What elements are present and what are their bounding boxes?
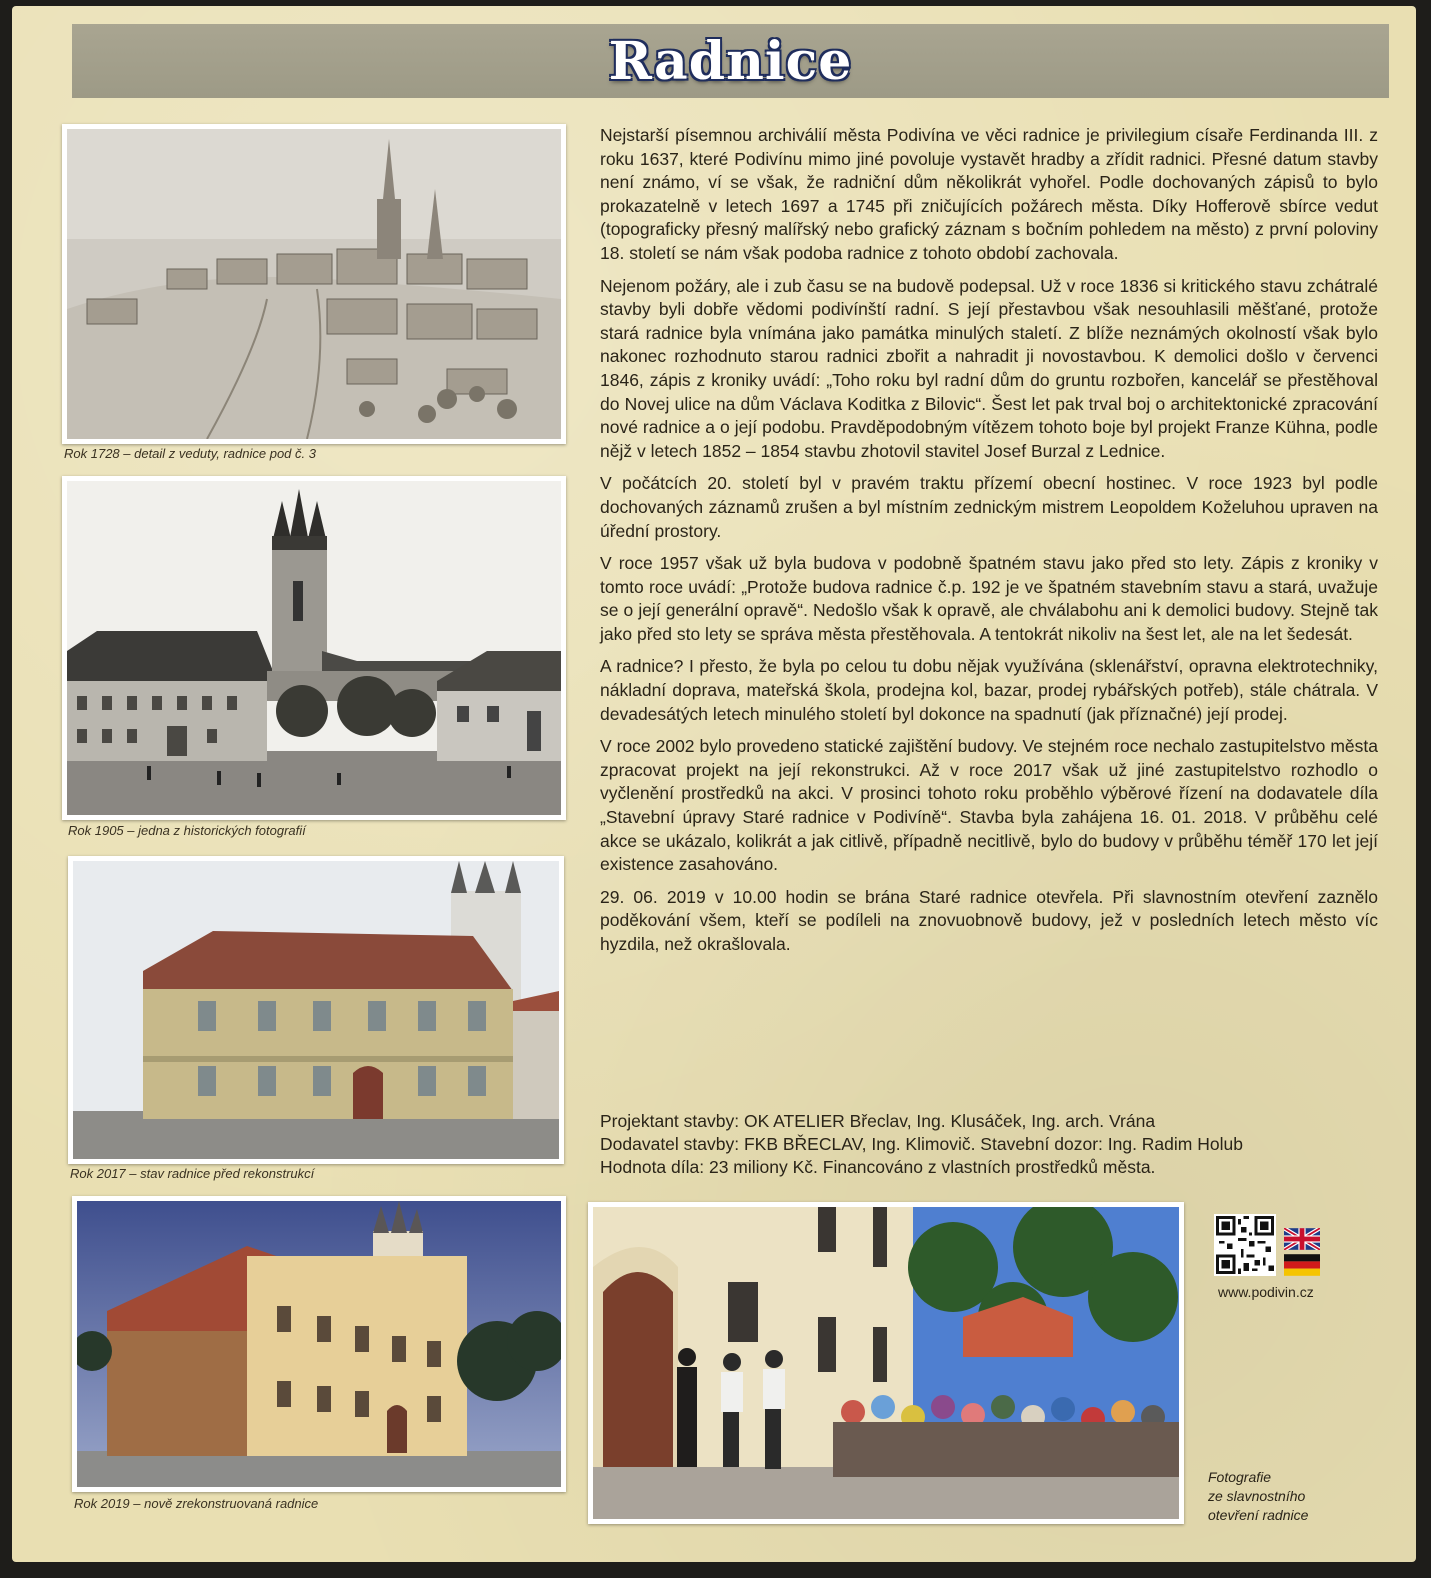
article-text bbox=[600, 124, 1378, 966]
caption-2017: Rok 2017 – stav radnice před rekonstrukcí bbox=[70, 1166, 315, 1181]
paragraph: Nejenom požáry, ale i zub času se na budově podepsal. Už v roce 1836 si kritického stavu zchátralé stavby byli dobře vědomi podivínští radní. S její přestavbou však nesouhlasili měšťané, protože stará radnice byla vnímána jako památka minulých staletí. Z blíže neznámých okolností však bylo nakonec rozhodnuto starou radnici zbořit a nahradit ji novostavbou. K demolici došlo v červenci 1846, zápis z kroniky uvádí: „Toho roku byl radní dům do gruntu rozbořen, kancelář se přestěhoval do Novej ulice na dům Václava Koditka z Bilovic“. Šest let pak trval boj o architektonické zpracování nové radnice a o její podobu. Pravděpodobným vítězem tohoto boje byl projekt Franze Kühna, podle nějž v letech 1852 – 1854 stavbu zhotovil stavitel Josef Burzal z Lednice. bbox=[600, 275, 1378, 461]
photo-1728-engraving bbox=[62, 124, 566, 444]
photo-1905-historical bbox=[62, 476, 566, 820]
photo-opening-ceremony bbox=[588, 1202, 1184, 1524]
title-band bbox=[72, 24, 1389, 98]
credit-line: Projektant stavby: OK ATELIER Břeclav, Ing. Klusáček, Ing. arch. Vrána bbox=[600, 1111, 1156, 1131]
photo-note-line: ze slavnostního bbox=[1208, 1488, 1306, 1504]
photo-note bbox=[1208, 1468, 1308, 1525]
credit-line: Dodavatel stavby: FKB BŘECLAV, Ing. Klimovič. Stavební dozor: Ing. Radim Holub bbox=[600, 1134, 1243, 1154]
paragraph: V počátcích 20. století byl v pravém traktu přízemí obecní hostinec. V roce 1923 byl podle dochovaných záznamů zrušen a byl místním zednickým mistrem Leopoldem Koželuhou upraven na úřední prostory. bbox=[600, 473, 1378, 541]
german-flag-icon[interactable] bbox=[1284, 1254, 1320, 1276]
credit-line: Hodnota díla: 23 miliony Kč. Financováno z vlastních prostředků města. bbox=[600, 1157, 1156, 1177]
qr-code[interactable] bbox=[1214, 1214, 1276, 1276]
page-title: Radnice bbox=[608, 30, 853, 92]
photo-2019-reconstructed bbox=[72, 1196, 566, 1492]
caption-2019: Rok 2019 – nově zrekonstruovaná radnice bbox=[74, 1496, 319, 1511]
uk-flag-icon[interactable] bbox=[1284, 1228, 1320, 1250]
project-credits bbox=[600, 1110, 1378, 1179]
photo-note-line: otevření radnice bbox=[1208, 1507, 1309, 1523]
photo-2017-before bbox=[68, 856, 564, 1164]
caption-1728: Rok 1728 – detail z veduty, radnice pod č. 3 bbox=[64, 446, 316, 461]
info-board bbox=[12, 6, 1416, 1562]
photo-note-line: Fotografie bbox=[1208, 1469, 1272, 1485]
paragraph: Nejstarší písemnou archiválií města Podivína ve věci radnice je privilegium císaře Ferdinanda III. z roku 1637, které Podivínu mimo jiné povoluje vystavět hradby a zřídit radnici. Přesné datum stavby není známo, ví se však, že radniční dům několikrát vyhořel. Podle dochovaných zápisů to bylo prokazatelně v letech 1697 a 1745 při zničujících požárech města. Díky Hofferově sbírce vedut (topograficky přesný malířský nebo grafický záznam s bočním pohledem na město) z první poloviny 18. století se nám však podoba radnice z tohoto období zachovala. bbox=[600, 125, 1378, 263]
website-link[interactable]: www.podivin.cz bbox=[1218, 1284, 1314, 1300]
paragraph: 29. 06. 2019 v 10.00 hodin se brána Staré radnice otevřela. Při slavnostním otevření zaznělo poděkování všem, kteří se podíleli na znovuobnově budovy, jež v posledních letech město víc hyzdila, než okrašlovala. bbox=[600, 886, 1378, 954]
paragraph: V roce 2002 bylo provedeno statické zajištění budovy. Ve stejném roce nechalo zastupitelstvo města zpracovat projekt na její rekonstrukci. Až v roce 2017 však už jiné zastupitelstvo rozhodlo o vyčlenění prostředků na akci. V prosinci tohoto roku proběhlo výběrové řízení na dodavatele díla „Stavební úpravy Staré radnice v Podivíně“. Stavba byla zahájena 16. 01. 2018. V průběhu celé akce se ukázalo, kolikrát a jak citlivě, případně necitlivě, bylo do budovy v průběhu téměř 170 let její existence zasahováno. bbox=[600, 736, 1378, 875]
paragraph: V roce 1957 však už byla budova v podobně špatném stavu jako před sto lety. Zápis z kroniky v tomto roce uvádí: „Protože budova radnice č.p. 192 je ve špatném stavebním stavu a stará, uvažuje se o její generální opravě“. Nedošlo však k opravě, ale chválabohu ani k demolici budovy. Stejně tak jako před sto lety se správa města přestěhovala. A tentokrát nikoliv na šest let, ale na let šedesát. bbox=[600, 553, 1378, 644]
paragraph: A radnice? I přesto, že byla po celou tu dobu nějak využívána (sklenářství, opravna elektrotechniky, nákladní doprava, mateřská škola, prodejna kol, bazar, prodej rybářských potřeb), stále chátrala. V devadesátých letech minulého století byl dokonce na spadnutí (jak příznačné) její prodej. bbox=[600, 656, 1378, 724]
caption-1905: Rok 1905 – jedna z historických fotografií bbox=[68, 823, 306, 838]
